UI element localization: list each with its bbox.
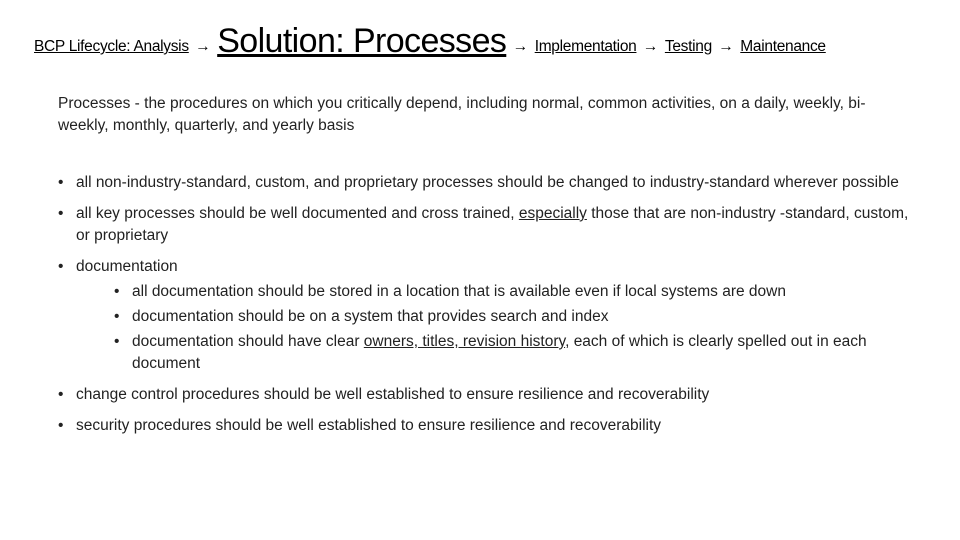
bullet-text: documentation should have clear (132, 333, 364, 350)
sub-list-item (114, 331, 918, 375)
emphasis-text: especially (518, 205, 587, 222)
list-item (58, 384, 918, 406)
list-item (58, 256, 918, 375)
emphasis-text: owners, titles, revision history (363, 333, 566, 350)
bullet-text: all documentation should be stored in a location that is available even if local systems are down (132, 283, 786, 300)
intro-paragraph: Processes - the procedures on which you critically depend, including normal, common activities, on a daily, weekly, bi-weekly, monthly, quarterly, and yearly basis (58, 95, 866, 134)
list-item (58, 203, 918, 247)
bullet-text: documentation should be on a system that provides search and index (132, 308, 609, 325)
sub-list-item (114, 306, 918, 328)
page-title: Solution: Processes (217, 22, 507, 60)
sub-list-item (114, 281, 918, 303)
step-testing: Testing (664, 38, 712, 55)
bullet-text: , each of which is clearly spelled out in each document (132, 333, 867, 372)
bullet-text: security procedures should be well established to ensure resilience and recoverability (76, 417, 662, 434)
bullet-text: change control procedures should be well established to ensure resilience and recoverability (76, 386, 710, 403)
lifecycle-breadcrumb (34, 22, 934, 61)
bullet-text: documentation (76, 258, 178, 275)
step-analysis: BCP Lifecycle: Analysis (34, 38, 189, 55)
arrow-icon: → (642, 38, 659, 55)
step-maintenance: Maintenance (740, 38, 826, 55)
bullet-text: all key processes should be well documented and cross trained, (76, 205, 519, 222)
bullet-list (58, 172, 918, 446)
step-implementation: Implementation (534, 38, 637, 55)
arrow-icon: → (195, 38, 211, 55)
bullet-text: those that are non-industry -standard, custom, or proprietary (76, 205, 909, 244)
arrow-icon: → (718, 38, 734, 55)
list-item (58, 172, 918, 194)
sub-list (76, 281, 918, 375)
arrow-icon: → (512, 38, 529, 55)
bullet-text: all non-industry-standard, custom, and proprietary processes should be changed to industry-standard wherever possible (76, 174, 899, 191)
list-item (58, 415, 918, 437)
